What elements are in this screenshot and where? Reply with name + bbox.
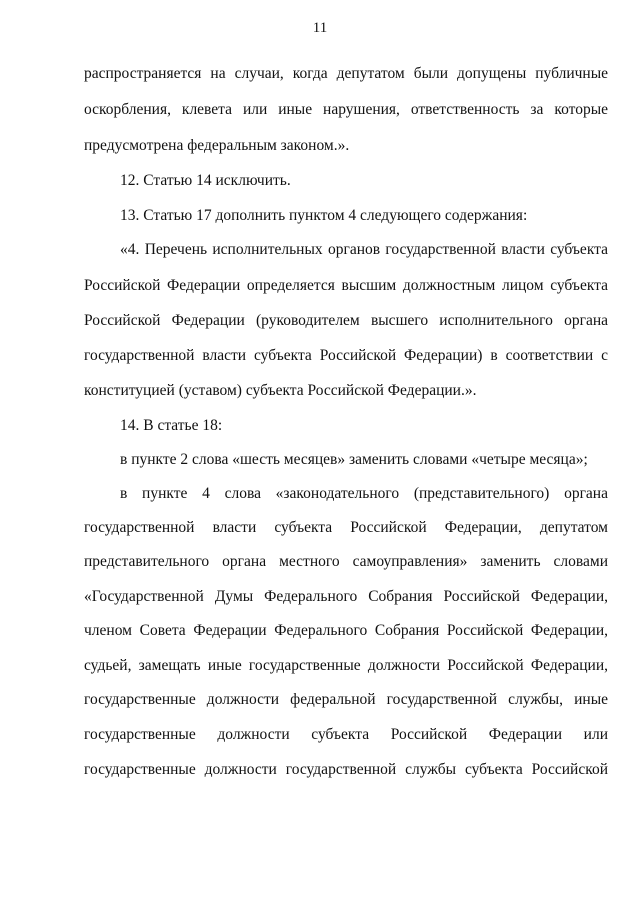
quoted-text-line: конституцией (уставом) субъекта Российской Федерации.». (84, 382, 477, 399)
text-line: представительного органа местного самоуправления» заменить словами (84, 553, 608, 570)
quoted-text-line: Российской Федерации определяется высшим должностным лицом субъекта (84, 277, 608, 294)
text-line: членом Совета Федерации Федерального Собрания Российской Федерации, (84, 622, 608, 639)
text-line: государственные должности субъекта Российской Федерации или (84, 726, 608, 743)
text-line: «Государственной Думы Федерального Собрания Российской Федерации, (84, 588, 608, 605)
text-line: судьей, замещать иные государственные должности Российской Федерации, (84, 657, 608, 674)
quoted-text-line: государственной власти субъекта Российской Федерации) в соответствии с (84, 347, 608, 364)
quoted-text-line: «4. Перечень исполнительных органов государственной власти субъекта (120, 241, 608, 258)
list-item: 13. Статью 17 дополнить пунктом 4 следующего содержания: (120, 207, 528, 224)
text-line: государственные должности федеральной государственной службы, иные (84, 691, 608, 708)
list-item: 14. В статье 18: (120, 417, 223, 434)
text-line: государственные должности государственной службы субъекта Российской (84, 761, 608, 778)
quoted-text-line: Российской Федерации (руководителем высшего исполнительного органа (84, 312, 608, 329)
text-line: государственной власти субъекта Российской Федерации, депутатом (84, 519, 608, 536)
page-number: 11 (312, 20, 328, 36)
list-item: 12. Статью 14 исключить. (120, 172, 291, 189)
text-line: распространяется на случаи, когда депутатом были допущены публичные (84, 65, 608, 82)
text-line: в пункте 4 слова «законодательного (представительного) органа (120, 485, 608, 502)
text-line: предусмотрена федеральным законом.». (84, 137, 350, 154)
text-line: оскорбления, клевета или иные нарушения, ответственность за которые (84, 101, 608, 118)
text-line: в пункте 2 слова «шесть месяцев» заменить словами «четыре месяца»; (120, 451, 588, 468)
